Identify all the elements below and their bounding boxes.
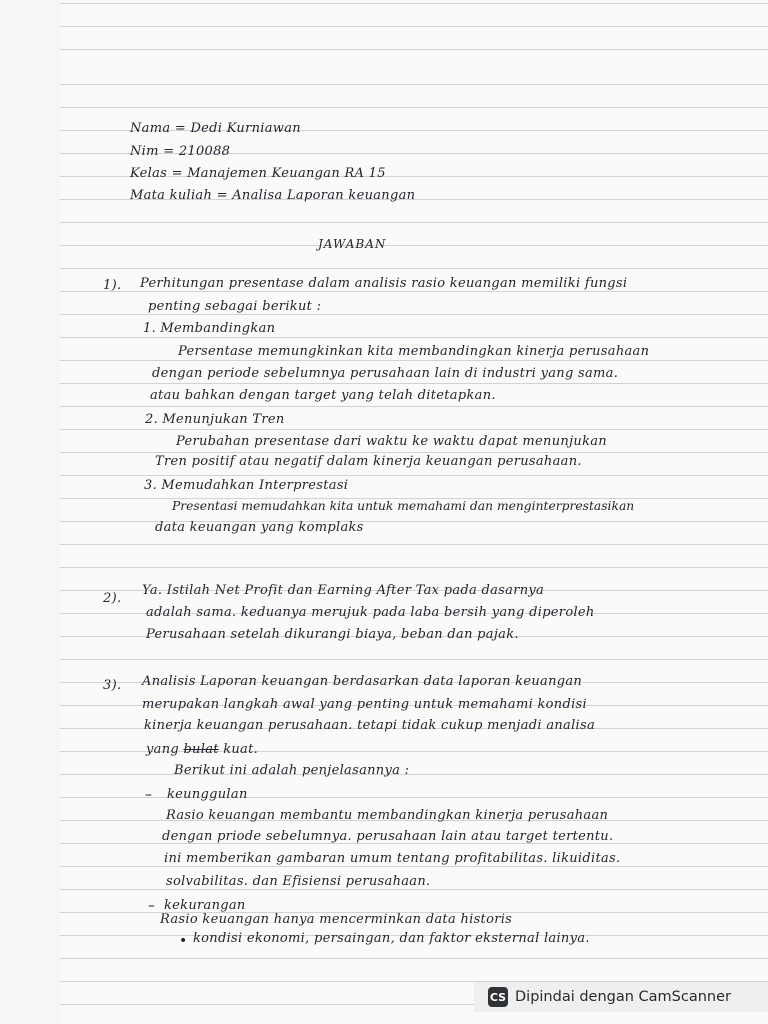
student-nim: Nim = 210088 [130,144,231,159]
q1-number: 1). [103,278,122,293]
q3-line-1: Analisis Laporan keuangan berdasarkan data laporan keuangan [142,674,583,689]
q1-item1-line-2: dengan periode sebelumnya perusahaan lain di industri yang sama. [152,366,619,381]
q3-line-5: Berikut ini adalah penjelasannya : [174,763,410,778]
dash-marker-2: – [148,898,155,914]
camscanner-watermark [474,982,768,1012]
student-name: Nama = Dedi Kurniawan [130,121,301,136]
crossed-out-word: bulat [183,742,219,757]
q1-item1-heading: 1. Membandingkan [143,321,276,336]
bullet-dot: • [179,933,188,949]
q1-item1-line-1: Persentase memungkinkan kita membandingkan kinerja perusahaan [178,344,650,359]
advantages-line-4: solvabilitas. dan Efisiensi perusahaan. [166,874,431,889]
q2-number: 2). [103,591,122,606]
student-class: Kelas = Manajemen Keuangan RA 15 [130,166,386,181]
q1-item2-line-1: Perubahan presentase dari waktu ke waktu dapat menunjukan [176,434,607,449]
q2-line-1: Ya. Istilah Net Profit dan Earning After Tax pada dasarnya [142,583,545,598]
q3-line-4-end: kuat. [223,742,259,757]
q2-line-3: Perusahaan setelah dikurangi biaya, beban dan pajak. [146,627,519,642]
page-title: JAWABAN [318,237,387,251]
course-name: Mata kuliah = Analisa Laporan keuangan [130,188,416,203]
q3-line-4 [146,742,258,758]
advantages-line-2: dengan priode sebelumnya. perusahaan lain atau target tertentu. [162,829,614,844]
q1-item1-line-3: atau bahkan dengan target yang telah ditetapkan. [150,388,496,403]
q1-line-2: penting sebagai berikut : [148,299,322,314]
q1-item2-line-2: Tren positif atau negatif dalam kinerja keuangan perusahaan. [155,454,582,469]
camscanner-logo-icon: CS [488,987,508,1007]
disadvantages-line-1: Rasio keuangan hanya mencerminkan data historis [160,912,513,927]
q3-number: 3). [103,678,122,693]
q1-line-1: Perhitungan presentase dalam analisis rasio keuangan memiliki fungsi [140,276,628,291]
camscanner-text: Dipindai dengan CamScanner [515,989,732,1005]
q2-line-2: adalah sama. keduanya merujuk pada laba bersih yang diperoleh [146,605,595,620]
q3-line-3: kinerja keuangan perusahaan. tetapi tidak cukup menjadi analisa [144,718,596,733]
q1-item3-line-1: Presentasi memudahkan kita untuk memahami dan menginterprestasikan [172,499,635,513]
disadvantages-heading: kekurangan [164,898,246,913]
disadvantages-line-2: kondisi ekonomi, persaingan, dan faktor eksternal lainya. [193,931,590,946]
q3-line-4-start: yang [146,742,179,757]
q1-item3-heading: 3. Memudahkan Interprestasi [144,478,349,493]
q1-item2-heading: 2. Menunjukan Tren [145,412,285,427]
dash-marker-1: – [145,787,152,803]
advantages-heading: keunggulan [167,787,248,802]
advantages-line-1: Rasio keuangan membantu membandingkan kinerja perusahaan [166,808,609,823]
q1-item3-line-2: data keuangan yang komplaks [155,520,364,535]
q3-line-2: merupakan langkah awal yang penting untuk memahami kondisi [142,697,587,712]
advantages-line-3: ini memberikan gambaran umum tentang profitabilitas. likuiditas. [164,851,621,866]
